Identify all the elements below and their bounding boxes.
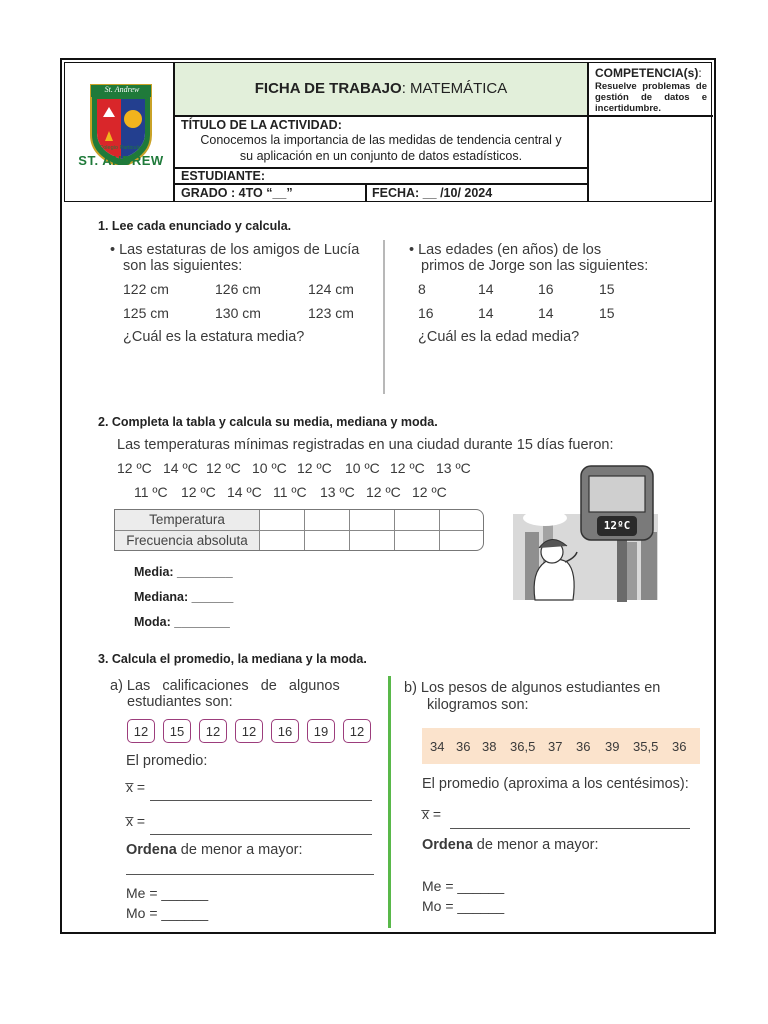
- q2-temp: 14 ºC: [227, 484, 262, 500]
- q3b-answer-line: [450, 828, 690, 829]
- q3a-line1: a) Las calificaciones de algunos: [110, 678, 340, 694]
- date-label: FECHA: __ /10/ 2024: [372, 186, 493, 200]
- q2-temp: 10 ºC: [345, 460, 380, 476]
- q3a-xbar1: x̅ =: [126, 779, 146, 795]
- q1-left-line2: son las siguientes:: [123, 258, 243, 274]
- grade-label: GRADO : 4TO “__”: [181, 186, 293, 200]
- q3b-xbar: x̅ =: [422, 806, 442, 822]
- grade-box: 15: [163, 719, 191, 743]
- weight-value: 36: [672, 739, 687, 754]
- q2-temp: 14 ºC: [163, 460, 198, 476]
- q3b-mo: Mo = ______: [422, 898, 505, 914]
- table-header-temperatura: Temperatura: [149, 512, 225, 527]
- q2-temp: 13 ºC: [320, 484, 355, 500]
- q1-right-line2: primos de Jorge son las siguientes:: [421, 258, 649, 274]
- q3a-answer-line: [150, 834, 372, 835]
- grade-box: 12: [199, 719, 227, 743]
- q3a-promedio: El promedio:: [126, 753, 208, 769]
- weight-value: 36: [456, 739, 471, 754]
- q1-left-val: 126 cm: [215, 281, 261, 297]
- q2-media: Media: ________: [134, 565, 233, 579]
- q1-right-val: 8: [418, 281, 426, 297]
- q2-temp: 12 ºC: [366, 484, 401, 500]
- q3b-ordena: Ordena de menor a mayor:: [422, 837, 599, 853]
- q1-left-line1: • Las estaturas de los amigos de Lucía: [110, 242, 360, 258]
- q1-left-val: 123 cm: [308, 305, 354, 321]
- q2-temp: 13 ºC: [436, 460, 471, 476]
- q3b-line2: kilogramos son:: [427, 697, 529, 713]
- weight-value: 36,5: [510, 739, 536, 754]
- q1-right-val: 14: [478, 305, 494, 321]
- grade-box: 12: [235, 719, 263, 743]
- q3-heading: 3. Calcula el promedio, la mediana y la moda.: [98, 652, 367, 666]
- activity-title-line2: su aplicación en un conjunto de datos estadísticos.: [239, 149, 523, 163]
- activity-title-line1: Conocemos la importancia de las medidas de tendencia central y: [200, 133, 562, 147]
- q1-heading: 1. Lee cada enunciado y calcula.: [98, 219, 292, 233]
- q2-temp: 10 ºC: [252, 460, 287, 476]
- q2-temp: 11 ºC: [134, 484, 168, 500]
- q1-right-val: 15: [599, 281, 615, 297]
- q3a-xbar2: x̅ =: [126, 813, 146, 829]
- q2-temp: 12 ºC: [117, 460, 152, 476]
- table-header-frecuencia: Frecuencia absoluta: [126, 533, 248, 548]
- q2-moda: Moda: ________: [134, 615, 230, 629]
- q1-right-line1: • Las edades (en años) de los: [409, 242, 602, 258]
- q1-left-val: 124 cm: [308, 281, 354, 297]
- page-title: FICHA DE TRABAJO: MATEMÁTICA: [254, 80, 508, 97]
- q3b-promedio: El promedio (aproxima a los centésimos):: [422, 776, 689, 792]
- q2-heading: 2. Completa la tabla y calcula su media, mediana y moda.: [98, 415, 438, 429]
- q1-right-val: 15: [599, 305, 615, 321]
- q1-left-val: 125 cm: [123, 305, 169, 321]
- activity-title-label: TÍTULO DE LA ACTIVIDAD:: [181, 118, 342, 132]
- q3b-line1: b) Los pesos de algunos estudiantes en: [404, 680, 661, 696]
- q1-right-val: 16: [538, 281, 554, 297]
- weight-value: 37: [548, 739, 563, 754]
- q1-right-val: 16: [418, 305, 434, 321]
- q1-left-val: 130 cm: [215, 305, 261, 321]
- q1-divider: [383, 240, 385, 394]
- q2-mediana: Mediana: ______: [134, 590, 234, 604]
- frequency-table: [114, 509, 484, 551]
- weight-value: 34: [430, 739, 445, 754]
- q2-temp: 12 ºC: [390, 460, 425, 476]
- weight-value: 36: [576, 739, 591, 754]
- logo-top-text: St. Andrew: [104, 85, 140, 94]
- grade-box: 19: [307, 719, 335, 743]
- q3a-me: Me = ______: [126, 885, 209, 901]
- q2-temp: 12 ºC: [206, 460, 241, 476]
- q3-divider: [388, 676, 391, 928]
- logo-school-name: ST. ANDREW: [78, 153, 164, 168]
- q1-left-question: ¿Cuál es la estatura media?: [123, 329, 305, 345]
- q3a-line2: estudiantes son:: [127, 694, 233, 710]
- competencia-text: Resuelve problemas de gestión de datos e incertidumbre.: [595, 81, 707, 114]
- q2-intro: Las temperaturas mínimas registradas en una ciudad durante 15 días fueron:: [117, 437, 614, 453]
- q3a-mo: Mo = ______: [126, 905, 209, 921]
- q2-temp: 11 ºC: [273, 484, 307, 500]
- grade-box: 12: [127, 719, 155, 743]
- thermometer-illustration: [505, 462, 660, 602]
- grade-box: 16: [271, 719, 299, 743]
- student-label: ESTUDIANTE:: [181, 169, 266, 183]
- q1-left-val: 122 cm: [123, 281, 169, 297]
- logo-sub-text: Colegio Particular: [99, 145, 143, 151]
- q3a-answer-line: [150, 800, 372, 801]
- weight-value: 35,5: [633, 739, 659, 754]
- q3a-order-line: [126, 874, 374, 875]
- weight-value: 38: [482, 739, 497, 754]
- q1-right-val: 14: [478, 281, 494, 297]
- q2-temp: 12 ºC: [412, 484, 447, 500]
- q3b-me: Me = ______: [422, 878, 505, 894]
- q1-right-val: 14: [538, 305, 554, 321]
- grade-box: 12: [343, 719, 371, 743]
- q3a-ordena: Ordena de menor a mayor:: [126, 842, 303, 858]
- thermometer-display: 12ºC: [603, 519, 631, 532]
- q2-temp: 12 ºC: [181, 484, 216, 500]
- q1-right-question: ¿Cuál es la edad media?: [418, 329, 580, 345]
- header-table: [64, 62, 712, 202]
- competencia-label: COMPETENCIA(s):: [595, 66, 702, 80]
- q2-temp: 12 ºC: [297, 460, 332, 476]
- weight-value: 39: [605, 739, 620, 754]
